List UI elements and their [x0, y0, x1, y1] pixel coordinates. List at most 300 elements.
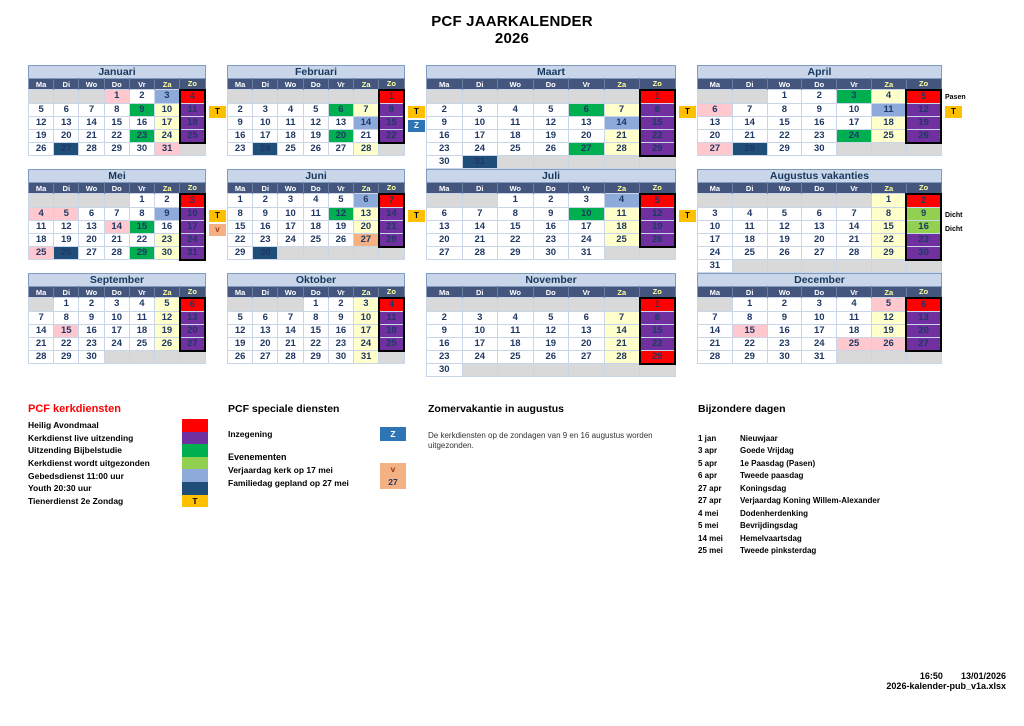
day-cell[interactable]: 30 — [906, 246, 941, 260]
day-cell[interactable]: 15 — [303, 324, 328, 337]
day-cell[interactable]: 31 — [155, 143, 180, 156]
day-cell[interactable]: 21 — [462, 233, 498, 247]
day-cell[interactable]: 16 — [253, 220, 278, 233]
day-cell[interactable]: 17 — [462, 129, 498, 142]
day-cell[interactable]: 24 — [698, 246, 733, 260]
day-cell[interactable]: 8 — [640, 103, 676, 116]
day-cell[interactable]: 7 — [29, 311, 54, 324]
day-cell[interactable]: 24 — [462, 142, 498, 156]
day-cell[interactable]: 26 — [906, 129, 941, 143]
day-cell[interactable]: 20 — [569, 337, 605, 350]
day-cell[interactable]: 10 — [354, 311, 379, 324]
day-cell[interactable]: 21 — [604, 129, 640, 142]
day-cell[interactable]: 9 — [328, 311, 353, 324]
day-cell[interactable]: 15 — [767, 116, 802, 129]
day-cell[interactable]: 12 — [303, 116, 328, 129]
day-cell[interactable]: 27 — [253, 351, 278, 364]
day-cell[interactable]: 23 — [129, 129, 154, 143]
day-cell[interactable]: 7 — [604, 103, 640, 116]
day-cell[interactable]: 27 — [79, 246, 104, 260]
day-cell[interactable]: 1 — [228, 194, 253, 208]
day-cell[interactable]: 29 — [129, 246, 154, 260]
day-cell[interactable]: 21 — [278, 337, 303, 351]
day-cell[interactable]: 28 — [732, 143, 767, 156]
day-cell[interactable]: 9 — [427, 116, 463, 129]
day-cell[interactable]: 26 — [228, 351, 253, 364]
day-cell[interactable]: 11 — [871, 103, 906, 116]
day-cell[interactable]: 26 — [29, 143, 54, 156]
day-cell[interactable]: 13 — [427, 220, 463, 233]
day-cell[interactable]: 19 — [767, 233, 802, 246]
day-cell[interactable]: 4 — [29, 207, 54, 220]
day-cell[interactable]: 22 — [228, 233, 253, 247]
day-cell[interactable]: 5 — [303, 103, 328, 116]
day-cell[interactable]: 21 — [104, 233, 129, 246]
day-cell[interactable]: 1 — [54, 298, 79, 312]
day-cell[interactable]: 26 — [767, 246, 802, 260]
day-cell[interactable]: 4 — [180, 90, 205, 104]
day-cell[interactable]: 18 — [837, 324, 872, 337]
day-cell[interactable]: 2 — [427, 103, 463, 116]
day-cell[interactable]: 16 — [906, 220, 941, 233]
day-cell[interactable]: 11 — [278, 116, 303, 129]
day-cell[interactable]: 13 — [180, 311, 205, 324]
day-cell[interactable]: 23 — [802, 129, 837, 143]
day-cell[interactable]: 13 — [906, 311, 941, 324]
day-cell[interactable]: 30 — [79, 351, 104, 364]
day-cell[interactable]: 9 — [767, 311, 802, 324]
day-cell[interactable]: 28 — [604, 142, 640, 156]
day-cell[interactable]: 31 — [698, 260, 733, 273]
day-cell[interactable]: 24 — [278, 233, 303, 247]
day-cell[interactable]: 20 — [802, 233, 837, 246]
day-cell[interactable]: 10 — [155, 103, 180, 116]
day-cell[interactable]: 15 — [640, 324, 676, 337]
day-cell[interactable]: 11 — [180, 103, 205, 116]
day-cell[interactable]: 2 — [129, 90, 154, 104]
day-cell[interactable]: 25 — [180, 129, 205, 143]
day-cell[interactable]: 15 — [129, 220, 154, 233]
day-cell[interactable]: 2 — [228, 103, 253, 116]
day-cell[interactable]: 22 — [379, 129, 404, 143]
day-cell[interactable]: 24 — [155, 129, 180, 143]
day-cell[interactable]: 24 — [104, 337, 129, 351]
day-cell[interactable]: 30 — [802, 143, 837, 156]
day-cell[interactable]: 23 — [79, 337, 104, 351]
day-cell[interactable]: 13 — [328, 116, 353, 129]
day-cell[interactable]: 21 — [379, 220, 404, 233]
day-cell[interactable]: 4 — [498, 311, 534, 324]
day-cell[interactable]: 7 — [354, 103, 379, 116]
day-cell[interactable]: 16 — [155, 220, 180, 233]
day-cell[interactable]: 26 — [54, 246, 79, 260]
day-cell[interactable]: 11 — [498, 324, 534, 337]
day-cell[interactable]: 6 — [79, 207, 104, 220]
day-cell[interactable]: 1 — [303, 298, 328, 312]
day-cell[interactable]: 6 — [180, 298, 205, 312]
day-cell[interactable]: 24 — [802, 337, 837, 351]
day-cell[interactable]: 30 — [427, 156, 463, 169]
day-cell[interactable]: 22 — [498, 233, 534, 247]
day-cell[interactable]: 7 — [379, 194, 404, 208]
day-cell[interactable]: 22 — [871, 233, 906, 246]
day-cell[interactable]: 21 — [604, 337, 640, 350]
day-cell[interactable]: 24 — [462, 350, 498, 364]
day-cell[interactable]: 14 — [79, 116, 104, 129]
day-cell[interactable]: 19 — [533, 129, 569, 142]
day-cell[interactable]: 31 — [802, 351, 837, 364]
day-cell[interactable]: 29 — [498, 247, 534, 260]
day-cell[interactable]: 14 — [604, 116, 640, 129]
day-cell[interactable]: 23 — [427, 350, 463, 364]
day-cell[interactable]: 5 — [54, 207, 79, 220]
day-cell[interactable]: 10 — [180, 207, 205, 220]
day-cell[interactable]: 29 — [640, 350, 676, 364]
day-cell[interactable]: 1 — [104, 90, 129, 104]
day-cell[interactable]: 23 — [253, 233, 278, 247]
day-cell[interactable]: 31 — [354, 351, 379, 364]
day-cell[interactable]: 23 — [533, 233, 569, 247]
day-cell[interactable]: 15 — [732, 324, 767, 337]
day-cell[interactable]: 14 — [698, 324, 733, 337]
day-cell[interactable]: 5 — [328, 194, 353, 208]
day-cell[interactable]: 29 — [767, 143, 802, 156]
day-cell[interactable]: 11 — [498, 116, 534, 129]
day-cell[interactable]: 12 — [228, 324, 253, 337]
day-cell[interactable]: 21 — [354, 129, 379, 143]
day-cell[interactable]: 6 — [328, 103, 353, 116]
day-cell[interactable]: 9 — [427, 324, 463, 337]
day-cell[interactable]: 5 — [155, 298, 180, 312]
day-cell[interactable]: 15 — [498, 220, 534, 233]
day-cell[interactable]: 10 — [569, 207, 605, 220]
day-cell[interactable]: 25 — [837, 337, 872, 351]
day-cell[interactable]: 4 — [303, 194, 328, 208]
day-cell[interactable]: 21 — [79, 129, 104, 143]
day-cell[interactable]: 16 — [802, 116, 837, 129]
day-cell[interactable]: 21 — [698, 337, 733, 351]
day-cell[interactable]: 15 — [228, 220, 253, 233]
day-cell[interactable]: 21 — [29, 337, 54, 351]
day-cell[interactable]: 29 — [228, 247, 253, 260]
day-cell[interactable]: 27 — [802, 246, 837, 260]
day-cell[interactable]: 1 — [732, 298, 767, 312]
day-cell[interactable]: 1 — [640, 90, 676, 104]
day-cell[interactable]: 12 — [906, 103, 941, 116]
day-cell[interactable]: 8 — [871, 207, 906, 220]
day-cell[interactable]: 11 — [604, 207, 640, 220]
day-cell[interactable]: 11 — [379, 311, 404, 324]
day-cell[interactable]: 15 — [54, 324, 79, 337]
day-cell[interactable]: 18 — [732, 233, 767, 246]
day-cell[interactable]: 16 — [767, 324, 802, 337]
day-cell[interactable]: 6 — [906, 298, 941, 312]
day-cell[interactable]: 18 — [379, 324, 404, 337]
day-cell[interactable]: 13 — [569, 324, 605, 337]
day-cell[interactable]: 30 — [253, 247, 278, 260]
day-cell[interactable]: 15 — [379, 116, 404, 129]
day-cell[interactable]: 18 — [129, 324, 154, 337]
day-cell[interactable]: 20 — [79, 233, 104, 246]
day-cell[interactable]: 24 — [569, 233, 605, 247]
day-cell[interactable]: 2 — [802, 90, 837, 104]
day-cell[interactable]: 4 — [871, 90, 906, 104]
day-cell[interactable]: 12 — [640, 207, 676, 220]
day-cell[interactable]: 17 — [462, 337, 498, 350]
day-cell[interactable]: 30 — [129, 143, 154, 156]
day-cell[interactable]: 12 — [533, 116, 569, 129]
day-cell[interactable]: 25 — [604, 233, 640, 247]
day-cell[interactable]: 6 — [698, 103, 733, 116]
day-cell[interactable]: 3 — [802, 298, 837, 312]
day-cell[interactable]: 13 — [54, 116, 79, 129]
day-cell[interactable]: 14 — [604, 324, 640, 337]
day-cell[interactable]: 30 — [767, 351, 802, 364]
day-cell[interactable]: 9 — [906, 207, 941, 220]
day-cell[interactable]: 30 — [328, 351, 353, 364]
day-cell[interactable]: 22 — [767, 129, 802, 143]
day-cell[interactable]: 27 — [906, 337, 941, 351]
day-cell[interactable]: 31 — [462, 156, 498, 169]
day-cell[interactable]: 27 — [427, 247, 463, 260]
day-cell[interactable]: 15 — [104, 116, 129, 129]
day-cell[interactable]: 29 — [54, 351, 79, 364]
day-cell[interactable]: 12 — [54, 220, 79, 233]
day-cell[interactable]: 19 — [640, 220, 676, 233]
day-cell[interactable]: 23 — [155, 233, 180, 246]
day-cell[interactable]: 1 — [640, 298, 676, 312]
day-cell[interactable]: 22 — [129, 233, 154, 246]
day-cell[interactable]: 8 — [54, 311, 79, 324]
day-cell[interactable]: 15 — [871, 220, 906, 233]
day-cell[interactable]: 14 — [29, 324, 54, 337]
day-cell[interactable]: 19 — [228, 337, 253, 351]
day-cell[interactable]: 2 — [253, 194, 278, 208]
day-cell[interactable]: 4 — [129, 298, 154, 312]
day-cell[interactable]: 11 — [303, 207, 328, 220]
day-cell[interactable]: 6 — [427, 207, 463, 220]
day-cell[interactable]: 3 — [569, 194, 605, 208]
day-cell[interactable]: 11 — [29, 220, 54, 233]
day-cell[interactable]: 10 — [837, 103, 872, 116]
day-cell[interactable]: 19 — [54, 233, 79, 246]
day-cell[interactable]: 25 — [278, 143, 303, 156]
day-cell[interactable]: 26 — [328, 233, 353, 247]
day-cell[interactable]: 9 — [253, 207, 278, 220]
day-cell[interactable]: 7 — [837, 207, 872, 220]
day-cell[interactable]: 14 — [462, 220, 498, 233]
day-cell[interactable]: 5 — [533, 103, 569, 116]
day-cell[interactable]: 25 — [303, 233, 328, 247]
day-cell[interactable]: 25 — [498, 142, 534, 156]
day-cell[interactable]: 19 — [155, 324, 180, 337]
day-cell[interactable]: 8 — [379, 103, 404, 116]
day-cell[interactable]: 4 — [379, 298, 404, 312]
day-cell[interactable]: 1 — [379, 90, 404, 104]
day-cell[interactable]: 19 — [328, 220, 353, 233]
day-cell[interactable]: 11 — [837, 311, 872, 324]
day-cell[interactable]: 6 — [253, 311, 278, 324]
day-cell[interactable]: 16 — [228, 129, 253, 143]
day-cell[interactable]: 6 — [569, 103, 605, 116]
day-cell[interactable]: 12 — [767, 220, 802, 233]
day-cell[interactable]: 19 — [29, 129, 54, 143]
day-cell[interactable]: 7 — [462, 207, 498, 220]
day-cell[interactable]: 29 — [640, 142, 676, 156]
day-cell[interactable]: 2 — [906, 194, 941, 208]
day-cell[interactable]: 27 — [328, 143, 353, 156]
day-cell[interactable]: 30 — [533, 247, 569, 260]
day-cell[interactable]: 19 — [533, 337, 569, 350]
day-cell[interactable]: 8 — [104, 103, 129, 116]
day-cell[interactable]: 14 — [732, 116, 767, 129]
day-cell[interactable]: 7 — [604, 311, 640, 324]
day-cell[interactable]: 31 — [569, 247, 605, 260]
day-cell[interactable]: 22 — [640, 129, 676, 142]
day-cell[interactable]: 10 — [462, 324, 498, 337]
day-cell[interactable]: 27 — [698, 143, 733, 156]
day-cell[interactable]: 24 — [354, 337, 379, 351]
day-cell[interactable]: 19 — [906, 116, 941, 129]
day-cell[interactable]: 25 — [498, 350, 534, 364]
day-cell[interactable]: 13 — [79, 220, 104, 233]
day-cell[interactable]: 3 — [155, 90, 180, 104]
day-cell[interactable]: 17 — [354, 324, 379, 337]
day-cell[interactable]: 5 — [533, 311, 569, 324]
day-cell[interactable]: 1 — [129, 194, 154, 208]
day-cell[interactable]: 28 — [79, 143, 104, 156]
day-cell[interactable]: 22 — [54, 337, 79, 351]
day-cell[interactable]: 12 — [533, 324, 569, 337]
day-cell[interactable]: 3 — [354, 298, 379, 312]
day-cell[interactable]: 8 — [767, 103, 802, 116]
day-cell[interactable]: 6 — [802, 207, 837, 220]
day-cell[interactable]: 28 — [379, 233, 404, 247]
day-cell[interactable]: 22 — [303, 337, 328, 351]
day-cell[interactable]: 18 — [604, 220, 640, 233]
day-cell[interactable]: 1 — [767, 90, 802, 104]
day-cell[interactable]: 7 — [732, 103, 767, 116]
day-cell[interactable]: 19 — [303, 129, 328, 143]
day-cell[interactable]: 26 — [155, 337, 180, 351]
day-cell[interactable]: 9 — [228, 116, 253, 129]
day-cell[interactable]: 20 — [569, 129, 605, 142]
day-cell[interactable]: 21 — [837, 233, 872, 246]
day-cell[interactable]: 10 — [278, 207, 303, 220]
day-cell[interactable]: 11 — [732, 220, 767, 233]
day-cell[interactable]: 5 — [906, 90, 941, 104]
day-cell[interactable]: 28 — [29, 351, 54, 364]
day-cell[interactable]: 8 — [732, 311, 767, 324]
day-cell[interactable]: 25 — [29, 246, 54, 260]
day-cell[interactable]: 30 — [155, 246, 180, 260]
day-cell[interactable]: 20 — [328, 129, 353, 143]
day-cell[interactable]: 24 — [837, 129, 872, 143]
day-cell[interactable]: 9 — [129, 103, 154, 116]
day-cell[interactable]: 10 — [462, 116, 498, 129]
day-cell[interactable]: 12 — [155, 311, 180, 324]
day-cell[interactable]: 3 — [253, 103, 278, 116]
day-cell[interactable]: 16 — [427, 129, 463, 142]
day-cell[interactable]: 14 — [278, 324, 303, 337]
day-cell[interactable]: 27 — [569, 142, 605, 156]
day-cell[interactable]: 3 — [698, 207, 733, 220]
day-cell[interactable]: 17 — [837, 116, 872, 129]
day-cell[interactable]: 3 — [278, 194, 303, 208]
day-cell[interactable]: 17 — [104, 324, 129, 337]
day-cell[interactable]: 14 — [379, 207, 404, 220]
day-cell[interactable]: 6 — [354, 194, 379, 208]
day-cell[interactable]: 13 — [253, 324, 278, 337]
day-cell[interactable]: 8 — [303, 311, 328, 324]
day-cell[interactable]: 8 — [129, 207, 154, 220]
day-cell[interactable]: 12 — [871, 311, 906, 324]
day-cell[interactable]: 8 — [228, 207, 253, 220]
day-cell[interactable]: 29 — [732, 351, 767, 364]
day-cell[interactable]: 17 — [155, 116, 180, 129]
day-cell[interactable]: 8 — [640, 311, 676, 324]
day-cell[interactable]: 20 — [354, 220, 379, 233]
day-cell[interactable]: 18 — [498, 337, 534, 350]
day-cell[interactable]: 12 — [328, 207, 353, 220]
day-cell[interactable]: 3 — [180, 194, 205, 208]
day-cell[interactable]: 6 — [54, 103, 79, 116]
day-cell[interactable]: 18 — [29, 233, 54, 246]
day-cell[interactable]: 20 — [906, 324, 941, 337]
day-cell[interactable]: 5 — [640, 194, 676, 208]
day-cell[interactable]: 16 — [328, 324, 353, 337]
day-cell[interactable]: 25 — [379, 337, 404, 351]
day-cell[interactable]: 27 — [354, 233, 379, 247]
day-cell[interactable]: 26 — [871, 337, 906, 351]
day-cell[interactable]: 15 — [640, 116, 676, 129]
day-cell[interactable]: 3 — [462, 103, 498, 116]
day-cell[interactable]: 20 — [698, 129, 733, 143]
day-cell[interactable]: 29 — [104, 143, 129, 156]
day-cell[interactable]: 13 — [354, 207, 379, 220]
day-cell[interactable]: 17 — [253, 129, 278, 143]
day-cell[interactable]: 25 — [871, 129, 906, 143]
day-cell[interactable]: 24 — [180, 233, 205, 246]
day-cell[interactable]: 7 — [698, 311, 733, 324]
day-cell[interactable]: 13 — [698, 116, 733, 129]
day-cell[interactable]: 20 — [54, 129, 79, 143]
day-cell[interactable]: 26 — [640, 233, 676, 247]
day-cell[interactable]: 13 — [802, 220, 837, 233]
day-cell[interactable]: 9 — [802, 103, 837, 116]
day-cell[interactable]: 31 — [180, 246, 205, 260]
day-cell[interactable]: 2 — [767, 298, 802, 312]
day-cell[interactable]: 4 — [732, 207, 767, 220]
day-cell[interactable]: 19 — [871, 324, 906, 337]
day-cell[interactable]: 28 — [604, 350, 640, 364]
day-cell[interactable]: 25 — [732, 246, 767, 260]
day-cell[interactable]: 10 — [802, 311, 837, 324]
day-cell[interactable]: 2 — [155, 194, 180, 208]
day-cell[interactable]: 3 — [837, 90, 872, 104]
day-cell[interactable]: 22 — [104, 129, 129, 143]
day-cell[interactable]: 5 — [871, 298, 906, 312]
day-cell[interactable]: 16 — [533, 220, 569, 233]
day-cell[interactable]: 16 — [129, 116, 154, 129]
day-cell[interactable]: 27 — [54, 143, 79, 156]
day-cell[interactable]: 28 — [837, 246, 872, 260]
day-cell[interactable]: 23 — [767, 337, 802, 351]
day-cell[interactable]: 4 — [604, 194, 640, 208]
day-cell[interactable]: 3 — [104, 298, 129, 312]
day-cell[interactable]: 29 — [303, 351, 328, 364]
day-cell[interactable]: 28 — [104, 246, 129, 260]
